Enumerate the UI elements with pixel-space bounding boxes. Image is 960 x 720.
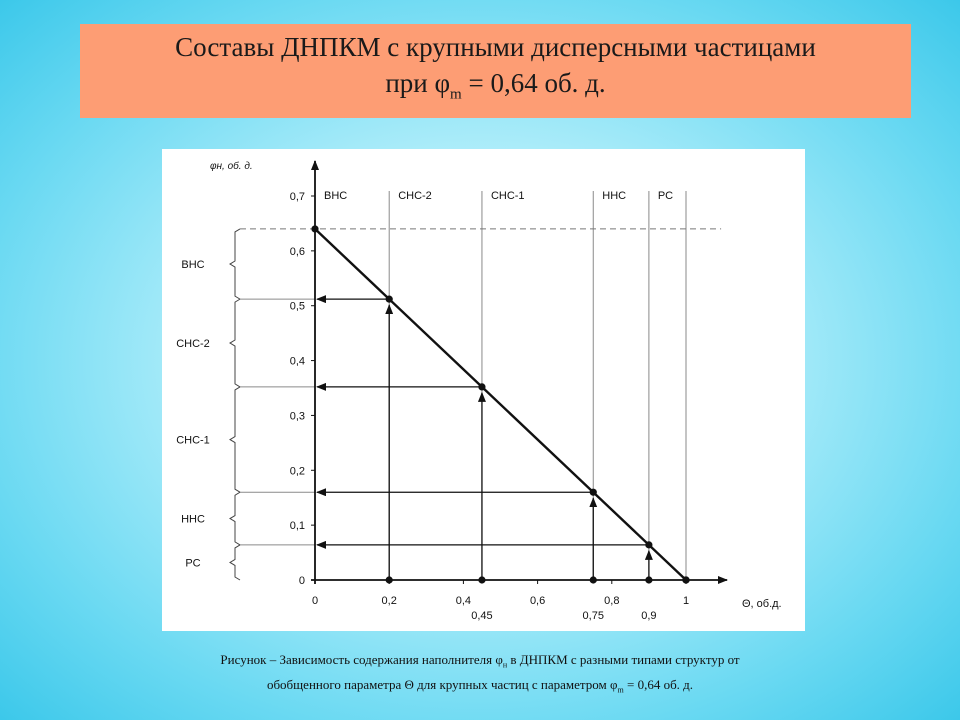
- caption-line-2-prefix: обобщенного параметра Θ для крупных частиц с параметром φ: [266, 677, 618, 692]
- x-region-label-0: ВНС: [324, 190, 348, 202]
- y-region-label-1: СНС-2: [176, 338, 210, 351]
- x-region-label-4: РС: [657, 190, 674, 202]
- line-point-3: [590, 489, 597, 496]
- axis-point-2: [590, 576, 597, 583]
- x-tick-label-5: 1: [682, 595, 690, 607]
- x-region-label-2: СНС-1: [490, 190, 525, 202]
- y-tick-label-1: 0,1: [289, 520, 305, 533]
- y-tick-label-7: 0,7: [289, 191, 305, 203]
- caption-line-1-suffix: в ДНПКМ с разными типами структур от: [507, 652, 740, 667]
- x-tick-label-0: 0: [311, 595, 319, 607]
- y-axis-label: φн, об. д.: [210, 161, 253, 172]
- y-tick-label-4: 0,4: [289, 355, 305, 368]
- slide-title: [80, 24, 911, 118]
- y-tick-label-0: 0: [298, 575, 305, 587]
- title-line-2-subscript: m: [450, 86, 462, 103]
- y-region-brace-2: [230, 387, 240, 492]
- axis-point-4: [682, 576, 689, 583]
- chart: [162, 149, 805, 631]
- title-line-1: Составы ДНПКМ с крупными дисперсными частицами: [175, 32, 816, 63]
- line-point-1: [386, 296, 393, 303]
- y-tick-label-3: 0,3: [289, 410, 305, 423]
- axis-point-0: [386, 576, 393, 583]
- caption-line-2-suffix: = 0,64 об. д.: [623, 677, 694, 692]
- y-region-brace-3: [230, 492, 240, 545]
- y-region-label-4: РС: [185, 557, 201, 570]
- y-region-label-2: СНС-1: [176, 434, 210, 447]
- caption-line-1-prefix: Рисунок – Зависимость содержания наполнителя φ: [220, 652, 503, 667]
- x-axis-label: Θ, об.д.: [742, 598, 782, 610]
- line-point-4: [645, 541, 652, 548]
- marked-x-label-2: 0,75: [582, 610, 604, 622]
- x-tick-label-2: 0,4: [455, 595, 472, 607]
- caption-line-2-subscript: m: [617, 685, 624, 695]
- axis-point-1: [478, 576, 485, 583]
- y-region-brace-0: [230, 229, 240, 299]
- figure-caption-line-1: [60, 652, 900, 670]
- y-tick-label-5: 0,5: [289, 300, 305, 313]
- title-line-2-prefix: при φ: [385, 68, 451, 99]
- x-tick-label-4: 0,8: [604, 595, 620, 607]
- y-region-label-0: ВНС: [181, 259, 205, 272]
- y-region-brace-1: [230, 299, 240, 387]
- figure: [162, 149, 805, 631]
- y-tick-label-6: 0,6: [289, 245, 305, 258]
- marked-x-label-1: 0,45: [471, 610, 493, 622]
- x-tick-label-3: 0,6: [529, 595, 546, 607]
- marked-x-label-3: 0,9: [641, 610, 657, 622]
- y-tick-label-2: 0,2: [289, 465, 305, 478]
- x-region-label-3: ННС: [602, 190, 627, 202]
- y-region-label-3: ННС: [181, 513, 205, 526]
- line-point-0: [311, 225, 318, 232]
- x-region-label-1: СНС-2: [398, 190, 432, 202]
- caption-line-1-subscript: н: [502, 660, 508, 670]
- figure-caption-line-2: [60, 677, 900, 695]
- line-point-2: [478, 383, 485, 390]
- axis-point-3: [645, 576, 652, 583]
- main-series-line: [315, 229, 686, 580]
- x-tick-label-1: 0,2: [381, 595, 397, 607]
- title-line-2-suffix: = 0,64 об. д.: [461, 68, 606, 99]
- y-region-brace-4: [230, 545, 240, 580]
- title-line-2: [385, 65, 605, 112]
